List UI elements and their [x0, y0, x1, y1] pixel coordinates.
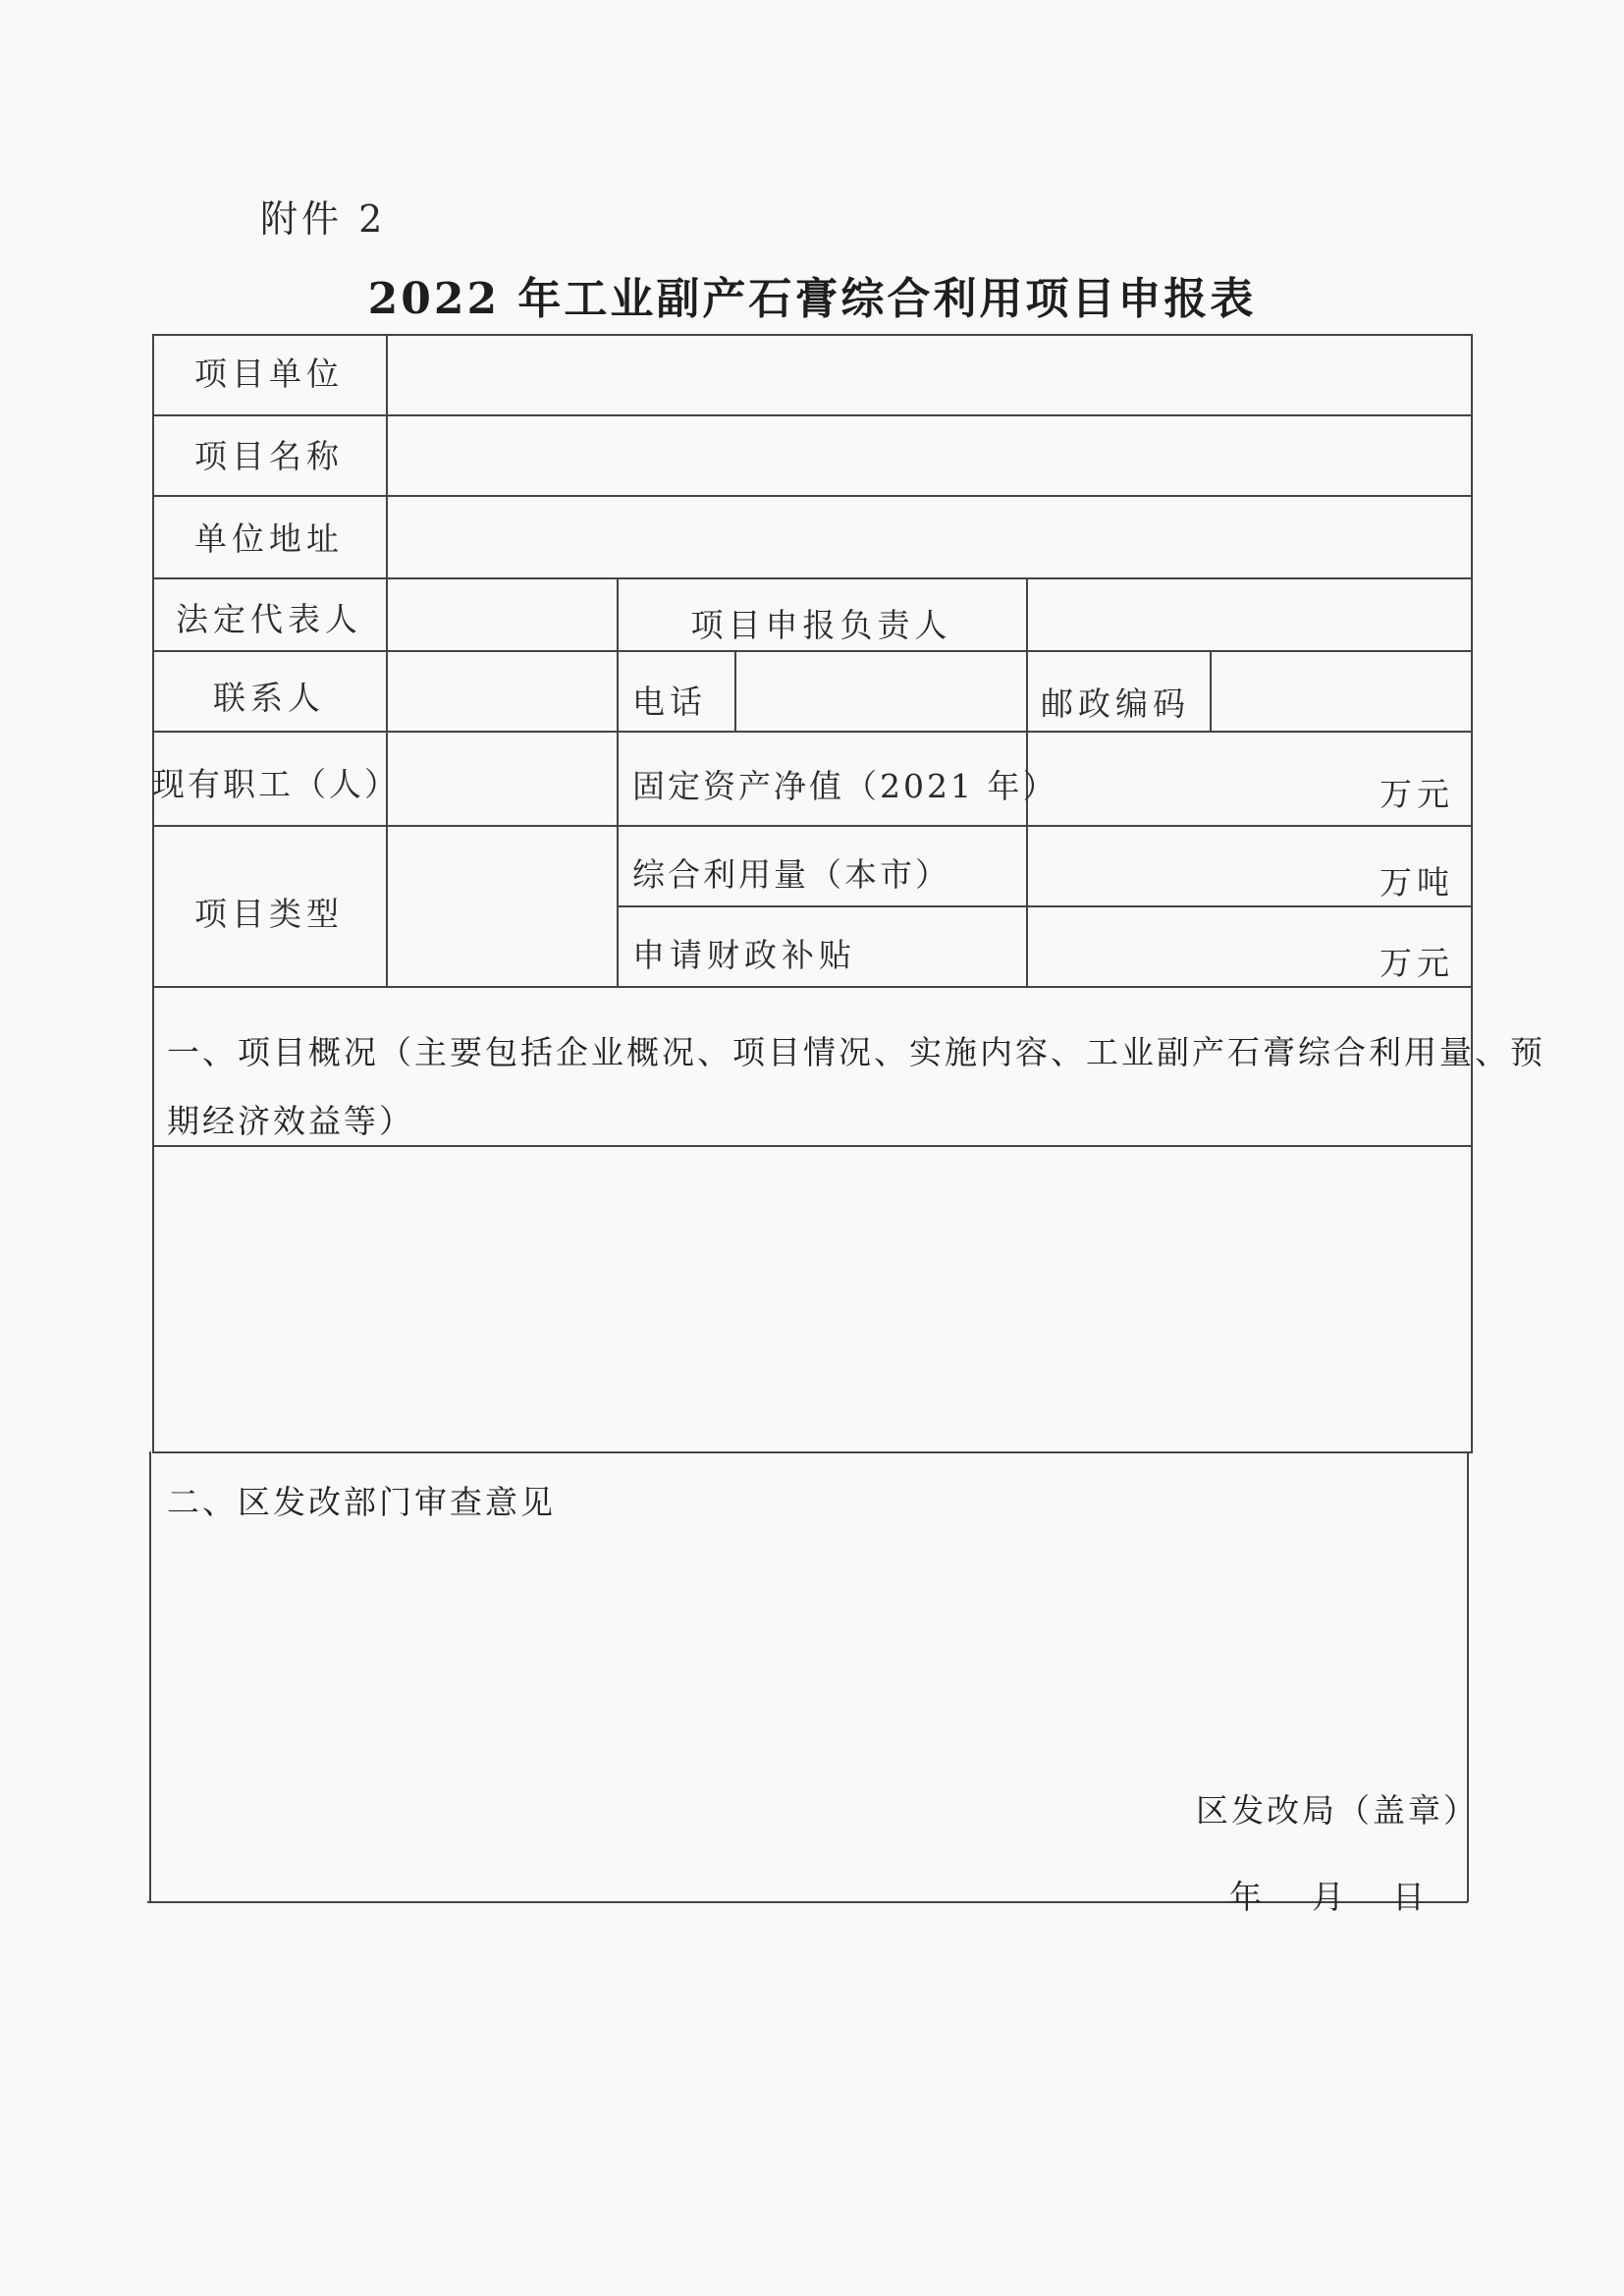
table-border-bottom	[147, 1901, 1468, 1903]
label-fixed-assets: 固定资产净值（2021 年）	[632, 767, 1058, 805]
unit-usage: 万吨	[1380, 863, 1454, 902]
label-unit-address: 单位地址	[194, 519, 344, 558]
label-project-type: 项目类型	[194, 895, 344, 933]
row-divider	[152, 986, 1473, 988]
label-postcode: 邮政编码	[1041, 684, 1190, 723]
label-project-name: 项目名称	[194, 437, 344, 475]
table-border-left	[152, 334, 154, 1453]
row-divider	[152, 577, 1473, 579]
table-border-right	[1471, 334, 1473, 1453]
unit-fixed-assets: 万元	[1380, 775, 1454, 813]
label-phone: 电话	[632, 683, 707, 721]
row-divider	[152, 1145, 1473, 1147]
date-month: 月	[1312, 1878, 1347, 1916]
row-divider	[152, 1451, 1473, 1453]
row-divider	[152, 495, 1473, 497]
label-legal-rep: 法定代表人	[176, 600, 362, 638]
label-project-lead: 项目申报负责人	[690, 606, 952, 644]
row-divider	[152, 650, 1473, 652]
row-divider	[152, 414, 1473, 416]
row-divider	[617, 905, 1473, 907]
column-divider	[386, 334, 388, 986]
column-divider	[734, 650, 736, 731]
overview-heading-line2: 期经济效益等）	[167, 1102, 414, 1140]
table-border-top	[152, 334, 1473, 336]
unit-subsidy: 万元	[1380, 944, 1454, 982]
label-project-unit: 项目单位	[194, 355, 344, 393]
label-staff: 现有职工（人）	[152, 765, 400, 803]
table-border-right	[1467, 1451, 1469, 1902]
row-divider	[152, 731, 1473, 733]
label-usage: 综合利用量（本市）	[632, 855, 950, 894]
review-heading: 二、区发改部门审查意见	[167, 1483, 556, 1521]
row-divider	[152, 825, 1473, 827]
label-subsidy: 申请财政补贴	[632, 936, 856, 974]
stamp-label: 区发改局（盖章）	[1196, 1791, 1479, 1830]
date-year: 年	[1229, 1878, 1265, 1916]
form-title: 2022 年工业副产石膏综合利用项目申报表	[367, 274, 1257, 324]
label-contact: 联系人	[213, 679, 325, 717]
column-divider	[1210, 650, 1212, 731]
date-day: 日	[1392, 1878, 1428, 1916]
table-border-left	[149, 1451, 151, 1902]
overview-heading-line1: 一、项目概况（主要包括企业概况、项目情况、实施内容、工业副产石膏综合利用量、预	[167, 1033, 1545, 1071]
attachment-label: 附件 2	[260, 197, 387, 241]
